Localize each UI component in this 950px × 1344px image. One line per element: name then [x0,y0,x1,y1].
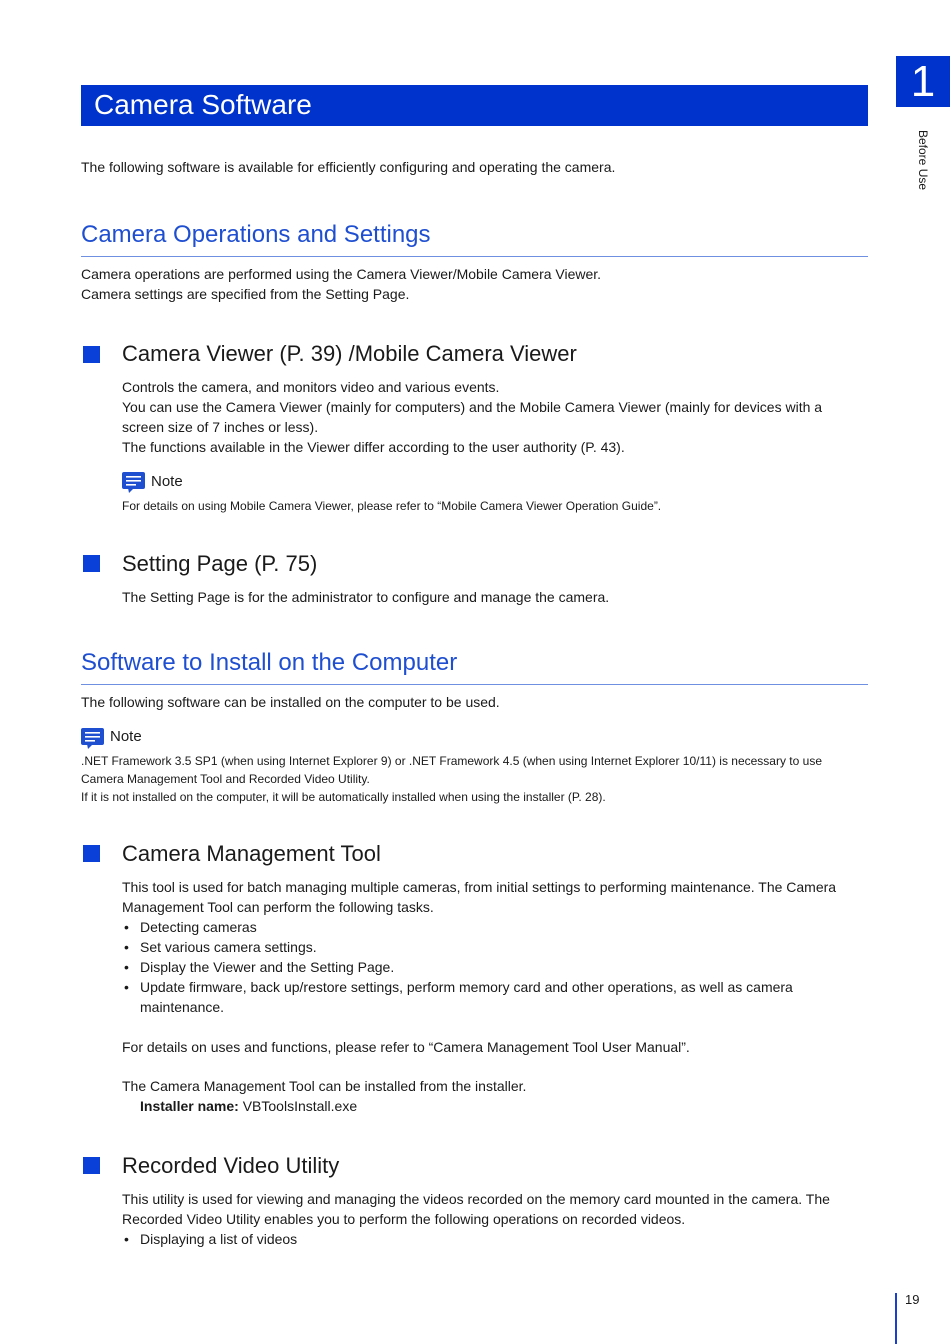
body-line: You can use the Camera Viewer (mainly for computers) and the Mobile Camera Viewer (mainly for devices with a [122,399,823,415]
subheading-setting-page: Setting Page (P. 75) [122,551,318,576]
square-bullet-icon [83,1157,100,1174]
recorded-body [122,1189,882,1249]
square-bullet-icon [83,845,100,862]
body-line: The functions available in the Viewer differ according to the user authority (P. 43). [122,439,625,455]
body-line: Recorded Video Utility enables you to perform the following operations on recorded videos. [122,1211,686,1227]
subheading-camera-viewer: Camera Viewer (P. 39) /Mobile Camera Viewer [122,341,577,366]
intro-text: The following software is available for efficiently configuring and operating the camera. [81,159,616,175]
square-bullet-icon [83,555,100,572]
body-line: For details on uses and functions, please refer to “Camera Management Tool User Manual”. [122,1039,690,1055]
body-line: Camera settings are specified from the Setting Page. [81,286,410,302]
section-heading-install: Software to Install on the Computer [81,649,458,676]
note-text [81,752,881,806]
body-line: This tool is used for batch managing multiple cameras, from initial settings to performing maintenance. The Camera [122,879,837,895]
list-item: • Detecting cameras [122,917,882,937]
body-line: Camera operations are performed using the Camera Viewer/Mobile Camera Viewer. [81,266,602,282]
installer-label: Installer name: [140,1098,239,1114]
note-label: Note [110,728,142,745]
section-divider [81,684,868,685]
body-line: This utility is used for viewing and managing the videos recorded on the memory card mounted in the camera. The [122,1191,830,1207]
body-line: screen size of 7 inches or less). [122,419,319,435]
body-line: Controls the camera, and monitors video and various events. [122,379,500,395]
chapter-number-tab: 1 [896,56,950,107]
section-divider [81,256,868,257]
note-icon [122,472,145,493]
list-item: • Update firmware, back up/restore settings, perform memory card and other operations, as well as camera [122,977,882,997]
list-item: • Set various camera settings. [122,937,882,957]
body-line: Management Tool can perform the following tasks. [122,899,434,915]
subheading-recorded-video: Recorded Video Utility [122,1153,340,1178]
page-title: Camera Software [94,89,312,120]
installer-value: VBToolsInstall.exe [238,1098,358,1114]
note-icon [81,728,104,749]
body-line: The Setting Page is for the administrator to configure and manage the camera. [122,589,610,605]
subheading-management-tool: Camera Management Tool [122,841,381,866]
note-line: If it is not installed on the computer, it will be automatically installed when using the installer (P. 28). [81,790,606,804]
section1-body [81,264,868,304]
body-line: The following software can be installed on the computer to be used. [81,694,500,710]
installer-name [140,1096,868,1116]
list-item-continuation: maintenance. [140,999,225,1015]
task-list [122,917,882,997]
mgmt-tool-body [122,877,882,1017]
list-item: • Display the Viewer and the Setting Page. [122,957,882,977]
list-item: • Displaying a list of videos [122,1229,882,1249]
note-text: For details on using Mobile Camera Viewer, please refer to “Mobile Camera Viewer Operation Guide”. [122,499,662,513]
note-line: .NET Framework 3.5 SP1 (when using Internet Explorer 9) or .NET Framework 4.5 (when using Internet Explorer 10/11) is necessary to use [81,754,822,768]
square-bullet-icon [83,346,100,363]
viewer-body [122,377,868,457]
note-label: Note [151,473,183,490]
section-heading-operations: Camera Operations and Settings [81,221,431,248]
page-number: 19 [905,1292,920,1307]
note-line: Camera Management Tool and Recorded Video Utility. [81,772,370,786]
body-line: The Camera Management Tool can be installed from the installer. [122,1078,527,1094]
page-number-rule [895,1293,897,1344]
page-title-bar [81,85,868,126]
chapter-label: Before Use [916,130,930,191]
operation-list [122,1229,882,1249]
